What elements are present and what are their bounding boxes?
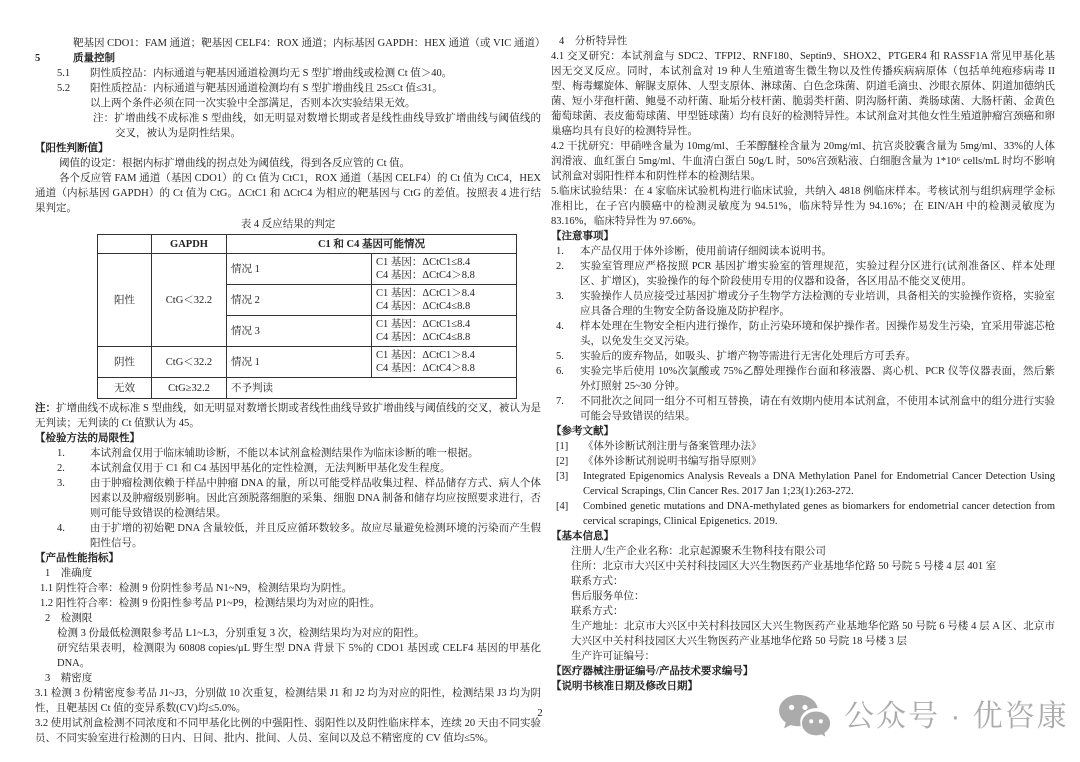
watermark: [778, 692, 1069, 742]
basic-info-line: 售后服务单位：: [571, 591, 645, 602]
performance-precision-line2: 3.2 使用试剂盒检测不同浓度和不同甲基化比例的中强阳性、弱阳性以及阴性临床样本，连续 20 天由不同实验员、不同实验室进行检测的日内、日间、批内、批间、人员、室间以及总不精密度的 CV 值均≤5%。: [35, 718, 541, 744]
list-item-text: 不同批次之间同一组分不可相互替换，请在有效期内使用本试剂盒，不使用本试剂盒中的组分进行实验可能会导致错误的结果。: [580, 396, 1055, 422]
list-item: [35, 446, 541, 461]
basic-info-list: [551, 544, 1055, 664]
list-item: [35, 81, 541, 96]
list-item-text: 实验室管理应严格按照 PCR 基因扩增实验室的管理规范，实验过程分区进行(试剂准备区、样本处理区、扩增区)，实验操作的每个阶段使用专用的仪器和设备，各区用品不能交叉使用。: [580, 261, 1055, 287]
basic-info-line: 联系方式：: [571, 576, 624, 587]
qc-list: [35, 66, 541, 96]
references-list: [551, 439, 1055, 529]
table-cell-case: 情况 2: [227, 285, 372, 316]
list-item-text: 由于扩增的初始靶 DNA 含量较低，并且反应循环数较多。故应尽量避免检测环境的污染而产生假阳性信号。: [90, 523, 541, 549]
list-item-text: 实验操作人员应接受过基因扩增或分子生物学方法检测的专业培训，具备相关的实验操作资格，实验室应具备合理的生物安全防备设施及防护程序。: [580, 291, 1055, 317]
threshold-setting-paragraph: 阈值的设定：根据内标扩增曲线的拐点处为阈值线，得到各反应管的 Ct 值。: [59, 158, 411, 169]
list-item-text: 阴性质控品：内标通道与靶基因通道检测均无 S 型扩增曲线或检测 Ct 值＞40。: [90, 68, 453, 79]
list-item: [551, 259, 1055, 289]
list-item-text: 实验完毕后使用 10%次氯酸或 75%乙醇处理操作台面和移液器、离心机、PCR 仪等仪器表面，然后紫外灯照射 25~30 分钟。: [580, 366, 1055, 392]
detail-line: C4 基因：ΔCtC4＞8.8: [376, 363, 475, 374]
performance-precision-line1: 3.1 检测 3 份精密度参考品 J1~J3，分别做 10 次重复，检测结果 J1 和 J2 均为对应的阳性，检测结果 J3 均为阴性，且靶基因 Ct 值的变异系数(CV)均≤5.0%。: [35, 688, 541, 714]
right-column: [551, 34, 1055, 694]
section-number: 5: [35, 53, 41, 64]
qc-condition-line: 以上两个条件必须在同一次实验中全部满足，否则本次实验结果无效。: [90, 98, 416, 109]
reference-text: Integrated Epigenomics Analysis Reveals a DNA Methylation Panel for Endometrial Cancer Detection Using Cervical Scrapings, Clin Cancer Res. 2017 Jan 1;23(1):263-272.: [583, 471, 1055, 497]
performance-positive-agreement: 1.2 阳性符合率：检测 9 份阳性参考品 P1~P9，检测结果均为对应的阳性。: [40, 598, 381, 609]
limitations-list: [35, 446, 541, 551]
detail-line: C4 基因：ΔCtC4≤8.8: [376, 332, 471, 343]
detail-line: C1 基因：ΔCtC1≤8.4: [376, 257, 471, 268]
section-performance-heading: 【产品性能指标】: [35, 553, 119, 564]
table-cell-result: 阳性: [98, 254, 152, 347]
list-item-text: 本试剂盒仅用于临床辅助诊断，不能以本试剂盒检测结果作为临床诊断的唯一根据。: [90, 448, 479, 459]
list-item: [551, 394, 1055, 424]
reference-number: [4]: [556, 501, 569, 512]
table-cell-verdict: 不予判读: [227, 378, 517, 399]
section-quality-control-heading: [35, 51, 541, 66]
table-title: 表 4 反应结果的判定: [240, 219, 336, 230]
list-item-number: 4.: [57, 523, 65, 534]
list-item-text: 由于肿瘤检测依赖于样品中肿瘤 DNA 的量，所以可能受样品收集过程、样品储存方式、病人个体因素以及肿瘤级别影响。因此宫颈脱落细胞的采集、细胞 DNA 制备和储存均应按照要求进行，否则可能导致错误的检测结果。: [90, 478, 541, 519]
result-judgment-table: [97, 234, 517, 399]
table-row: [98, 347, 517, 378]
reference-number: [1]: [556, 441, 569, 452]
note-label: 注：: [35, 403, 57, 414]
basic-info-line: 联系方式：: [571, 606, 624, 617]
table-cell-cases-header: C1 和 C4 基因可能情况: [227, 235, 517, 254]
reference-item: [551, 439, 1055, 454]
list-item: [35, 476, 541, 521]
reference-text: Combined genetic mutations and DNA-methylated genes as biomarkers for endometrial cancer detection from cervical scrapings, Clinical Epigenetics. 2019.: [583, 501, 1055, 527]
detail-line: C4 基因：ΔCtC4＞8.8: [376, 270, 475, 281]
cross-reactivity-paragraph: 4.1 交叉研究：本试剂盒与 SDC2、TFPI2、RNF180、Septin9、SHOX2、PTGER4 和 RASSF1A 常见甲基化基因无交叉反应。同时，本试剂盒对 19 种人生殖道寄生微生物以及性传播疾病病原体（包括单纯疱疹病毒 II 型、梅毒螺旋体、解脲支原体、人型支原体、淋球菌、白色念珠菌、阴道毛滴虫、沙眼衣原体、阴道加德纳氏菌、短小芽孢杆菌、鲍曼不动杆菌、耻垢分枝杆菌、脆弱类杆菌、阴沟肠杆菌、粪肠球菌、大肠杆菌、金黄色葡萄球菌、表皮葡萄球菌、甲型链球菌）均有良好的检测特异性。本试剂盒对其他女性生殖道肿瘤宫颈癌和卵巢癌均具有良好的检测特异性。: [551, 51, 1055, 137]
list-item: [551, 349, 1055, 364]
section-analytical-specificity-heading: 4 分析特异性: [559, 36, 628, 47]
list-item-number: 4.: [556, 321, 564, 332]
list-item-number: 1.: [556, 246, 564, 257]
section-registration-heading: 【医疗器械注册证编号/产品技术要求编号】: [551, 666, 754, 677]
list-item-text: 样本处理在生物安全柜内进行操作，防止污染环境和保护操作者。因操作易发生污染，宜采用带滤芯枪头，以免发生交叉污染。: [580, 321, 1055, 347]
qc-note: 注：扩增曲线不成标准 S 型曲线，如无明显对数增长期或者是线性曲线导致扩增曲线与阈值线的交叉，被认为是阴性结果。: [93, 113, 541, 139]
reference-item: [551, 469, 1055, 499]
list-item-text: 本产品仅用于体外诊断，使用前请仔细阅读本说明书。: [580, 246, 832, 257]
table-cell-gapdh: CtG≥32.2: [152, 378, 227, 399]
detail-line: C4 基因：ΔCtC4≤8.8: [376, 301, 471, 312]
table-row: [98, 254, 517, 285]
channel-assignment-line: 靶基因 CDO1：FAM 通道；靶基因 CELF4：ROX 通道；内标基因 GAPDH：HEX 通道（或 VIC 通道）: [73, 38, 546, 49]
table-row: [98, 378, 517, 399]
section-title: 质量控制: [73, 53, 115, 64]
table-cell-empty: [98, 235, 152, 254]
clinical-results-paragraph: 5.临床试验结果：在 4 家临床试验机构进行临床试验，共纳入 4818 例临床样本。考核试剂与组织病理学金标准相比，在子宫内膜癌中的检测灵敏度为 94.51%，临床特异性为 94.16%；在 EIN/AH 中的检测灵敏度为 83.16%，临床特异性为 97.66%。: [551, 186, 1055, 227]
basic-info-line: 注册人/生产企业名称：北京起源聚禾生物科技有限公司: [571, 546, 826, 557]
list-item-text: 本试剂盒仅用于 C1 和 C4 基因甲基化的定性检测，无法判断甲基化发生程度。: [90, 463, 451, 474]
table-header-row: [98, 235, 517, 254]
table-cell-detail: [372, 316, 517, 347]
list-item-number: 3.: [57, 478, 65, 489]
page-number: 2: [537, 707, 543, 719]
basic-info-line: 生产地址：北京市大兴区中关村科技园区大兴生物医药产业基地华佗路 50 号院 6 号楼 4 层 A 区、北京市大兴区中关村科技园区大兴生物医药产业基地华佗路 50 号院 18 号楼 3 层: [571, 621, 1055, 647]
basic-info-line: 住所：北京市大兴区中关村科技园区大兴生物医药产业基地华佗路 50 号院 5 号楼 4 层 401 室: [571, 561, 997, 572]
table-cell-detail: [372, 285, 517, 316]
performance-lod-line2: 研究结果表明，检测限为 60808 copies/μL 野生型 DNA 背景下 5%的 CDO1 基因或 CELF4 基因的甲基化 DNA。: [57, 643, 541, 669]
table-cell-case: 情况 1: [227, 254, 372, 285]
list-item-number: 7.: [556, 396, 564, 407]
performance-negative-agreement: 1.1 阴性符合率：检测 9 份阴性参考品 N1~N9，检测结果均为阴性。: [40, 583, 353, 594]
table-cell-detail: [372, 254, 517, 285]
list-item: [35, 521, 541, 551]
section-limitations-heading: 【检验方法的局限性】: [35, 433, 140, 444]
table-cell-case: 情况 3: [227, 316, 372, 347]
list-item: [551, 289, 1055, 319]
interference-paragraph: 4.2 干扰研究：甲硝唑含量为 10mg/ml、壬苯醇醚栓含量为 20mg/ml、抗宫炎胶囊含量为 5mg/ml、33%的人体润滑液、血红蛋白 5mg/ml、牛血清白蛋白 50g/L 时，50%宫颈粘液、白细胞含量为 1*10⁶ cells/mL 时均不影响试剂盒对弱阳性样本和阴性样本的检测结果。: [551, 141, 1055, 182]
note-text: 扩增曲线不成标准 S 型曲线，如无明显对数增长期或者线性曲线导致扩增曲线与阈值线的交叉，被认为是无判读；无判读的 Ct 值默认为 45。: [35, 403, 541, 429]
list-item-number: 1.: [57, 448, 65, 459]
performance-precision-heading: 3 精密度: [45, 673, 93, 684]
list-item-number: 5.2: [57, 83, 71, 94]
performance-accuracy-heading: 1 准确度: [45, 568, 93, 579]
detail-line: C1 基因：ΔCtC1＞8.4: [376, 288, 475, 299]
reference-item: [551, 499, 1055, 529]
list-item: [35, 461, 541, 476]
reference-number: [3]: [556, 471, 569, 482]
reference-number: [2]: [556, 456, 569, 467]
list-item-number: 5.1: [57, 68, 71, 79]
list-item-text: 实验后的废弃物品，如吸头、扩增产物等需进行无害化处理后方可丢弃。: [580, 351, 916, 362]
wechat-icon: [778, 693, 832, 741]
list-item-number: 5.: [556, 351, 564, 362]
detail-line: C1 基因：ΔCtC1≤8.4: [376, 319, 471, 330]
left-column: [35, 36, 546, 746]
performance-lod-heading: 2 检测限: [45, 613, 93, 624]
precautions-list: [551, 244, 1055, 424]
list-item-number: 3.: [556, 291, 564, 302]
section-basic-info-heading: 【基本信息】: [551, 531, 614, 542]
list-item: [35, 66, 541, 81]
basic-info-line: 生产许可证编号：: [571, 651, 655, 662]
list-item: [551, 244, 1055, 259]
section-positive-judgment-heading: 【阳性判断值】: [35, 143, 109, 154]
table-cell-gapdh-header: GAPDH: [152, 235, 227, 254]
ct-definition-paragraph: 各个反应管 FAM 通道（基因 CDO1）的 Ct 值为 CtC1，ROX 通道（基因 CELF4）的 Ct 值为 CtC4，HEX 通道（内标基因 GAPDH）的 Ct 值为 CtG。ΔCtC1 和 ΔCtC4 为相应的靶基因与 CtG 的差值。按照表 4 进行结果判定。: [35, 173, 541, 214]
reference-text: 《体外诊断试剂注册与备案管理办法》: [583, 441, 762, 452]
detail-line: C1 基因：ΔCtC1＞8.4: [376, 350, 475, 361]
list-item: [551, 319, 1055, 349]
watermark-text: 公众号 · 优咨康: [844, 700, 1069, 733]
section-precautions-heading: 【注意事项】: [551, 231, 614, 242]
table-note: [35, 401, 541, 431]
section-approval-date-heading: 【说明书核准日期及修改日期】: [551, 681, 698, 692]
table-cell-result: 阴性: [98, 347, 152, 378]
table-cell-case: 情况 1: [227, 347, 372, 378]
table-cell-gapdh: CtG＜32.2: [152, 347, 227, 378]
table-cell-gapdh: CtG＜32.2: [152, 254, 227, 347]
list-item-number: 2.: [556, 261, 564, 272]
list-item: [551, 364, 1055, 394]
list-item-number: 6.: [556, 366, 564, 377]
list-item-number: 2.: [57, 463, 65, 474]
performance-lod-line1: 检测 3 份最低检测限参考品 L1~L3，分别重复 3 次，检测结果均为对应的阳性。: [57, 628, 425, 639]
table-cell-detail: [372, 347, 517, 378]
list-item-text: 阳性质控品：内标通道与靶基因通道检测均有 S 型扩增曲线且 25≤Ct 值≤31。: [90, 83, 443, 94]
reference-text: 《体外诊断试剂说明书编写指导原则》: [583, 456, 762, 467]
section-references-heading: 【参考文献】: [551, 426, 614, 437]
table-cell-result: 无效: [98, 378, 152, 399]
reference-item: [551, 454, 1055, 469]
